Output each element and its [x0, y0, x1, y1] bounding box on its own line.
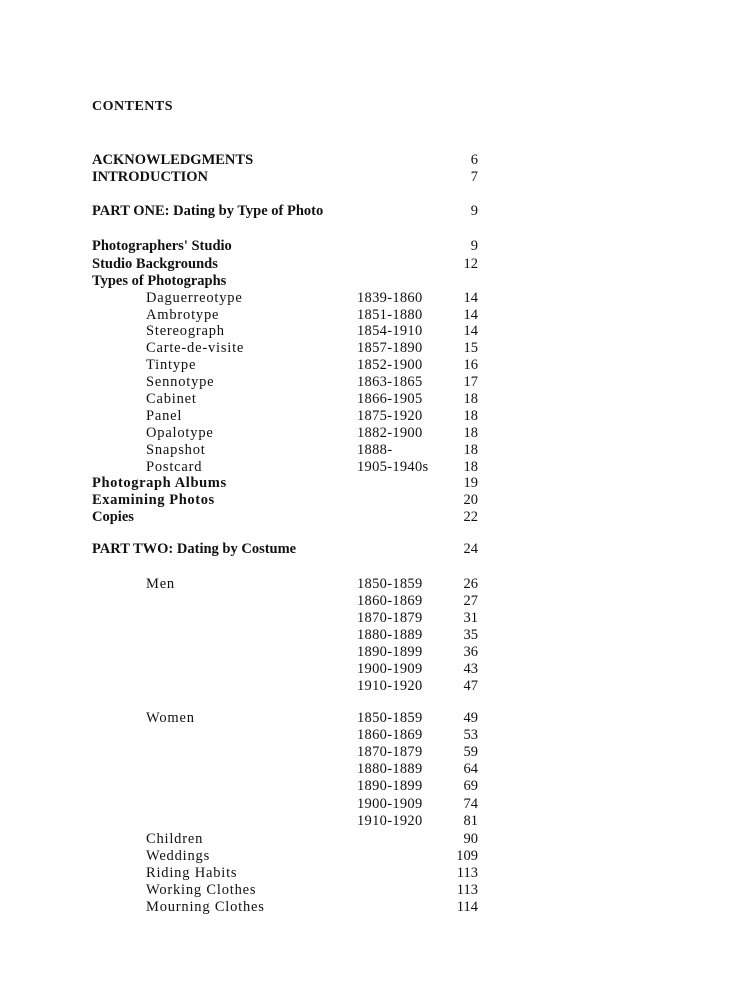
toc-dates: 1870-1879 [357, 610, 423, 626]
toc-page: 18 [463, 442, 478, 458]
toc-dates: 1888- [357, 442, 393, 458]
toc-page: 81 [463, 813, 478, 829]
toc-title: Tintype [146, 357, 197, 373]
toc-page: 69 [463, 778, 478, 794]
toc-title: Types of Photographs [92, 273, 227, 289]
toc-page: 15 [463, 340, 478, 356]
toc-subentry [0, 407, 752, 425]
toc-subentry [0, 441, 752, 459]
toc-page: 22 [463, 509, 478, 525]
toc-subentry [0, 847, 752, 865]
toc-subentry [0, 424, 752, 442]
toc-subentry [0, 881, 752, 899]
toc-entry [0, 237, 752, 255]
toc-page: 90 [463, 831, 478, 847]
toc-title: Opalotype [146, 425, 214, 441]
toc-entry [0, 151, 752, 169]
toc-title: Photograph Albums [92, 475, 227, 491]
toc-page: 18 [463, 408, 478, 424]
toc-entry [0, 474, 752, 492]
toc-title: Snapshot [146, 442, 206, 458]
toc-dates: 1870-1879 [357, 744, 423, 760]
part-title: PART ONE: Dating by Type of Photo [92, 203, 324, 219]
toc-title: Men [146, 576, 175, 592]
toc-dates: 1839-1860 [357, 290, 423, 306]
toc-page: 47 [463, 678, 478, 694]
toc-page: 19 [463, 475, 478, 491]
toc-dates: 1852-1900 [357, 357, 423, 373]
toc-title: Studio Backgrounds [92, 256, 218, 272]
toc-dates: 1866-1905 [357, 391, 423, 407]
toc-dates: 1890-1899 [357, 778, 423, 794]
toc-page: 18 [463, 459, 478, 475]
toc-dates: 1910-1920 [357, 813, 423, 829]
toc-dates: 1905-1940s [357, 459, 429, 475]
toc-dates: 1882-1900 [357, 425, 423, 441]
toc-subentry [0, 777, 752, 795]
toc-title: Sennotype [146, 374, 215, 390]
toc-dates: 1851-1880 [357, 307, 423, 323]
toc-subentry [0, 795, 752, 813]
toc-subentry [0, 626, 752, 644]
toc-dates: 1854-1910 [357, 323, 423, 339]
toc-title: Copies [92, 509, 134, 525]
toc-page: 114 [456, 899, 478, 915]
toc-subentry [0, 677, 752, 695]
toc-entry [0, 255, 752, 273]
toc-dates: 1863-1865 [357, 374, 423, 390]
toc-dates: 1880-1889 [357, 627, 423, 643]
toc-page: 20 [463, 492, 478, 508]
toc-page: 14 [463, 323, 478, 339]
toc-page: 109 [456, 848, 478, 864]
toc-entry [0, 508, 752, 526]
toc-title: Examining Photos [92, 492, 215, 508]
toc-dates: 1900-1909 [357, 661, 423, 677]
toc-page: 31 [463, 610, 478, 626]
toc-subentry [0, 726, 752, 744]
toc-subentry [0, 864, 752, 882]
toc-page: 16 [463, 357, 478, 373]
toc-dates: 1875-1920 [357, 408, 423, 424]
toc-title: Cabinet [146, 391, 197, 407]
toc-title: Stereograph [146, 323, 225, 339]
part-heading [0, 540, 752, 558]
toc-page: 7 [470, 169, 478, 185]
toc-page: 35 [463, 627, 478, 643]
toc-page: 14 [463, 307, 478, 323]
toc-title: Women [146, 710, 195, 726]
toc-page: 9 [470, 203, 478, 219]
toc-dates: 1857-1890 [357, 340, 423, 356]
toc-subentry [0, 709, 752, 727]
part-title: PART TWO: Dating by Costume [92, 541, 297, 557]
toc-page: 43 [463, 661, 478, 677]
toc-title: INTRODUCTION [92, 169, 209, 185]
toc-entry [0, 491, 752, 509]
toc-dates: 1890-1899 [357, 644, 423, 660]
toc-page: 53 [463, 727, 478, 743]
toc-page: 113 [456, 882, 478, 898]
toc-subentry [0, 373, 752, 391]
toc-dates: 1910-1920 [357, 678, 423, 694]
toc-page: 14 [463, 290, 478, 306]
toc-page: 36 [463, 644, 478, 660]
toc-subentry [0, 339, 752, 357]
toc-page: 113 [456, 865, 478, 881]
toc-subentry [0, 898, 752, 916]
toc-title: Riding Habits [146, 865, 238, 881]
toc-page: 9 [470, 238, 478, 254]
toc-subentry [0, 322, 752, 340]
toc-subentry [0, 830, 752, 848]
toc-title: Daguerreotype [146, 290, 243, 306]
toc-subentry [0, 390, 752, 408]
toc-subentry [0, 609, 752, 627]
toc-page: 6 [470, 152, 478, 168]
toc-page: 64 [463, 761, 478, 777]
toc-subentry [0, 812, 752, 830]
toc-title: Postcard [146, 459, 203, 475]
toc-subentry [0, 760, 752, 778]
toc-subentry [0, 356, 752, 374]
toc-page: 26 [463, 576, 478, 592]
toc-page: 18 [463, 391, 478, 407]
toc-dates: 1860-1869 [357, 593, 423, 609]
toc-dates: 1900-1909 [357, 796, 423, 812]
toc-page: 18 [463, 425, 478, 441]
toc-dates: 1860-1869 [357, 727, 423, 743]
toc-title: Photographers' Studio [92, 238, 232, 254]
toc-title: Carte-de-visite [146, 340, 245, 356]
toc-page: 12 [463, 256, 478, 272]
toc-title: Children [146, 831, 204, 847]
toc-title: Panel [146, 408, 183, 424]
toc-page: 24 [463, 541, 478, 557]
toc-dates: 1880-1889 [357, 761, 423, 777]
toc-title: Ambrotype [146, 307, 220, 323]
toc-subentry [0, 592, 752, 610]
toc-page: 49 [463, 710, 478, 726]
toc-dates: 1850-1859 [357, 710, 423, 726]
toc-entry [0, 168, 752, 186]
toc-page: 27 [463, 593, 478, 609]
toc-dates: 1850-1859 [357, 576, 423, 592]
toc-title: ACKNOWLEDGMENTS [92, 152, 254, 168]
toc-subentry [0, 660, 752, 678]
toc-page: 17 [463, 374, 478, 390]
toc-entry [0, 272, 752, 290]
page-title: CONTENTS [92, 99, 174, 114]
toc-subentry [0, 575, 752, 593]
toc-subentry [0, 643, 752, 661]
toc-page: 74 [463, 796, 478, 812]
toc-title: Working Clothes [146, 882, 257, 898]
toc-subentry [0, 743, 752, 761]
toc-page: 59 [463, 744, 478, 760]
part-heading [0, 202, 752, 220]
toc-title: Weddings [146, 848, 211, 864]
toc-subentry [0, 289, 752, 307]
toc-title: Mourning Clothes [146, 899, 265, 915]
